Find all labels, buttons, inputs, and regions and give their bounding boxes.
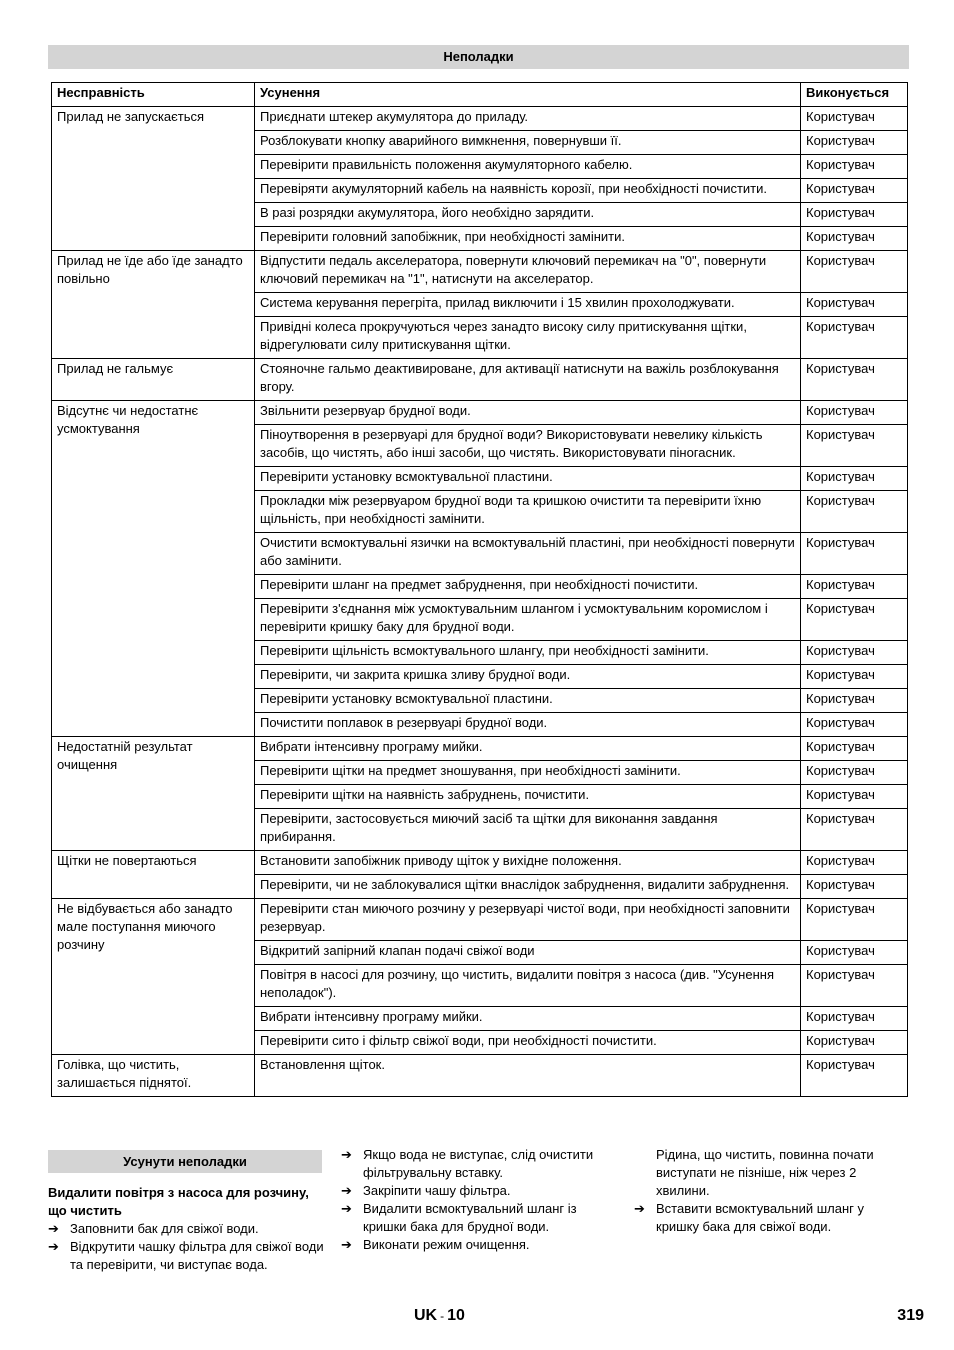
local-page-number: 10 <box>447 1307 465 1324</box>
arrow-right-icon: ➔ <box>48 1221 59 1236</box>
performed-by-cell: Користувач <box>801 1031 908 1055</box>
performed-by-cell: Користувач <box>801 737 908 761</box>
subsection-heading: Видалити повітря з насоса для розчину, що чистить <box>48 1185 309 1218</box>
performed-by-cell: Користувач <box>801 155 908 179</box>
table-row <box>52 401 908 425</box>
language-code: UK <box>414 1307 438 1324</box>
remedy-cell: Відкритий запірний клапан подачі свіжої води <box>255 941 801 965</box>
arrow-right-icon: ➔ <box>341 1147 352 1162</box>
table-row <box>52 851 908 875</box>
remedy-cell: Перевірити, чи не заблокувалися щітки внаслідок забруднення, видалити забруднення. <box>255 875 801 899</box>
arrow-right-icon: ➔ <box>341 1183 352 1198</box>
performed-by-cell: Користувач <box>801 965 908 1007</box>
subsection-title: Усунути неполадки <box>48 1150 322 1173</box>
performed-by-cell: Користувач <box>801 689 908 713</box>
fault-cell: Прилад не їде або їде занадто повільно <box>52 251 255 359</box>
performed-by-cell: Користувач <box>801 467 908 491</box>
performed-by-cell: Користувач <box>801 599 908 641</box>
page-number: 319 <box>897 1307 924 1324</box>
table-row <box>52 1055 908 1097</box>
table-header-row <box>52 83 908 107</box>
fault-cell: Недостатній результат очищення <box>52 737 255 851</box>
fault-cell: Відсутнє чи недостатнє усмоктування <box>52 401 255 737</box>
header-performed-by: Виконується <box>801 83 908 107</box>
instructions-column-2 <box>341 1146 621 1254</box>
remedy-cell: Перевірити головний запобіжник, при необхідності замінити. <box>255 227 801 251</box>
table-row <box>52 251 908 293</box>
performed-by-cell: Користувач <box>801 665 908 689</box>
remedy-cell: Почистити поплавок в резервуарі брудної води. <box>255 713 801 737</box>
table-row <box>52 899 908 941</box>
remedy-cell: Стояночне гальмо деактивироване, для активації натиснути на важіль розблокування вгору. <box>255 359 801 401</box>
performed-by-cell: Користувач <box>801 533 908 575</box>
performed-by-cell: Користувач <box>801 761 908 785</box>
remedy-cell: Система керування перегріта, прилад виключити і 15 хвилин прохолоджувати. <box>255 293 801 317</box>
performed-by-cell: Користувач <box>801 1055 908 1097</box>
remedy-cell: Перевірити стан миючого розчину у резервуарі чистої води, при необхідності заповнити резервуар. <box>255 899 801 941</box>
remedy-cell: Перевірити шланг на предмет забруднення, при необхідності почистити. <box>255 575 801 599</box>
fault-cell: Голівка, що чистить, залишається піднятої. <box>52 1055 255 1097</box>
remedy-cell: Вибрати інтенсивну програму мийки. <box>255 737 801 761</box>
step-text: Вставити всмоктувальний шланг у кришку бака для свіжої води. <box>656 1201 865 1234</box>
performed-by-cell: Користувач <box>801 359 908 401</box>
table-row <box>52 737 908 761</box>
remedy-cell: Піноутворення в резервуарі для брудної води? Використовувати невелику кількість засобів, що чистять, або інші засоби, що чистять. Використовувати піногасник. <box>255 425 801 467</box>
remedy-cell: Повітря в насосі для розчину, що чистить, видалити повітря з насоса (див. "Усунення неполадок"). <box>255 965 801 1007</box>
step-text: Виконати режим очищення. <box>363 1237 530 1252</box>
remedy-cell: Встановити запобіжник приводу щіток у вихідне положення. <box>255 851 801 875</box>
step-text: Заповнити бак для свіжої води. <box>70 1221 259 1236</box>
performed-by-cell: Користувач <box>801 641 908 665</box>
step-item <box>341 1182 621 1200</box>
step-list-3 <box>634 1200 910 1236</box>
header-remedy: Усунення <box>255 83 801 107</box>
troubleshooting-table <box>51 82 908 1097</box>
fault-cell: Прилад не запускається <box>52 107 255 251</box>
step-item <box>48 1220 324 1238</box>
remedy-cell: Звільнити резервуар брудної води. <box>255 401 801 425</box>
step-item <box>634 1200 910 1236</box>
arrow-right-icon: ➔ <box>341 1237 352 1252</box>
remedy-cell: Перевірити з'єднання між усмоктувальним шлангом і усмоктувальним коромислом і перевірити кришку баку для брудної води. <box>255 599 801 641</box>
section-title: Неполадки <box>48 45 909 69</box>
performed-by-cell: Користувач <box>801 851 908 875</box>
step-text: Закріпити чашу фільтра. <box>363 1183 511 1198</box>
arrow-right-icon: ➔ <box>341 1201 352 1216</box>
page-code <box>414 1307 465 1325</box>
step-text: Відкрутити чашку фільтра для свіжої води та перевірити, чи виступає вода. <box>70 1239 324 1272</box>
fault-cell: Не відбувається або занадто мале поступання миючого розчину <box>52 899 255 1055</box>
header-fault: Несправність <box>52 83 255 107</box>
remedy-cell: Розблокувати кнопку аварийного вимкнення, повернувши її. <box>255 131 801 155</box>
step-list-1 <box>48 1220 324 1274</box>
remedy-cell: Вибрати інтенсивну програму мийки. <box>255 1007 801 1031</box>
performed-by-cell: Користувач <box>801 317 908 359</box>
remedy-cell: Перевірити правильність положення акумуляторного кабелю. <box>255 155 801 179</box>
fault-cell: Щітки не повертаються <box>52 851 255 899</box>
step-list-2 <box>341 1146 621 1254</box>
step-item <box>341 1200 621 1236</box>
performed-by-cell: Користувач <box>801 425 908 467</box>
remedy-cell: Перевірити щітки на предмет зношування, при необхідності замінити. <box>255 761 801 785</box>
performed-by-cell: Користувач <box>801 131 908 155</box>
table-row <box>52 359 908 401</box>
remedy-cell: Приєднати штекер акумулятора до приладу. <box>255 107 801 131</box>
performed-by-cell: Користувач <box>801 875 908 899</box>
step-item <box>341 1236 621 1254</box>
performed-by-cell: Користувач <box>801 1007 908 1031</box>
performed-by-cell: Користувач <box>801 713 908 737</box>
performed-by-cell: Користувач <box>801 401 908 425</box>
remedy-cell: Перевірити щільність всмоктувального шлангу, при необхідності замінити. <box>255 641 801 665</box>
performed-by-cell: Користувач <box>801 491 908 533</box>
step-item <box>341 1146 621 1182</box>
note-text: Рідина, що чистить, повинна почати виступати не пізніше, ніж через 2 хвилини. <box>656 1147 874 1198</box>
performed-by-cell: Користувач <box>801 179 908 203</box>
arrow-right-icon: ➔ <box>48 1239 59 1254</box>
instructions-column-3 <box>634 1146 910 1236</box>
remedy-cell: Перевірити установку всмоктувальної пластини. <box>255 467 801 491</box>
fault-cell: Прилад не гальмує <box>52 359 255 401</box>
performed-by-cell: Користувач <box>801 941 908 965</box>
remedy-cell: Прокладки між резервуаром брудної води та кришкою очистити та перевірити їхню щільність, при необхідності замінити. <box>255 491 801 533</box>
remedy-cell: Перевірити установку всмоктувальної пластини. <box>255 689 801 713</box>
performed-by-cell: Користувач <box>801 251 908 293</box>
remedy-cell: Перевіряти акумуляторний кабель на наявність корозії, при необхідності почистити. <box>255 179 801 203</box>
performed-by-cell: Користувач <box>801 899 908 941</box>
instructions-column-1 <box>48 1184 324 1274</box>
step-text: Видалити всмоктувальний шланг із кришки бака для брудної води. <box>363 1201 577 1234</box>
step-text: Якщо вода не виступає, слід очистити фільтрувальну вставку. <box>363 1147 594 1180</box>
performed-by-cell: Користувач <box>801 575 908 599</box>
table-row <box>52 107 908 131</box>
remedy-cell: Встановлення щіток. <box>255 1055 801 1097</box>
performed-by-cell: Користувач <box>801 107 908 131</box>
remedy-cell: Перевірити щітки на наявність забруднень, почистити. <box>255 785 801 809</box>
remedy-cell: Перевірити, чи закрита кришка зливу брудної води. <box>255 665 801 689</box>
performed-by-cell: Користувач <box>801 203 908 227</box>
performed-by-cell: Користувач <box>801 227 908 251</box>
step-item <box>48 1238 324 1274</box>
remedy-cell: Відпустити педаль акселератора, повернути ключовий перемикач на "0", повернути ключовий перемикач на "1", натиснути на акселератор. <box>255 251 801 293</box>
remedy-cell: Перевірити, застосовується миючий засіб та щітки для виконання завдання прибирання. <box>255 809 801 851</box>
table-body <box>52 107 908 1097</box>
arrow-right-icon: ➔ <box>634 1201 645 1216</box>
remedy-cell: В разі розрядки акумулятора, його необхідно зарядити. <box>255 203 801 227</box>
performed-by-cell: Користувач <box>801 785 908 809</box>
remedy-cell: Очистити всмоктувальні язички на всмоктувальній пластині, при необхідності повернути або замінити. <box>255 533 801 575</box>
page-code-dash: - <box>440 1309 445 1323</box>
performed-by-cell: Користувач <box>801 293 908 317</box>
remedy-cell: Перевірити сито і фільтр свіжої води, при необхідності почистити. <box>255 1031 801 1055</box>
performed-by-cell: Користувач <box>801 809 908 851</box>
remedy-cell: Привідні колеса прокручуються через занадто високу силу притискування щітки, відрегулювати силу притискування щітки. <box>255 317 801 359</box>
